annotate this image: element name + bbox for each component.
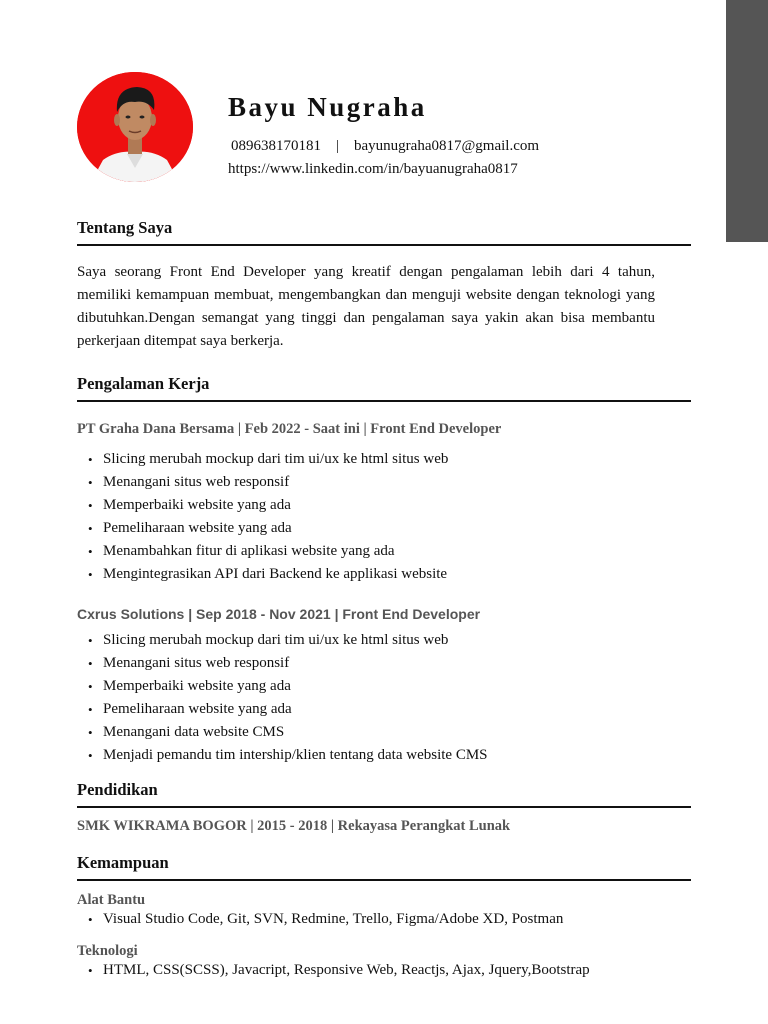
duty-text: Menangani data website CMS — [103, 724, 285, 740]
education-entry: SMK WIKRAMA BOGOR | 2015 - 2018 | Rekayasa Perangkat Lunak — [77, 818, 511, 834]
experience-section — [77, 374, 691, 402]
skill-list — [77, 959, 590, 982]
portrait-illustration — [77, 72, 193, 182]
list-item — [77, 908, 563, 931]
duty-text: Menangani situs web responsif — [103, 655, 290, 671]
linkedin-url: https://www.linkedin.com/in/bayuanugraha0817 — [228, 161, 518, 177]
list-item — [77, 959, 590, 982]
bullet-icon: • — [88, 633, 93, 648]
about-title: Tentang Saya — [77, 218, 691, 246]
list-item — [77, 448, 448, 471]
bullet-icon: • — [88, 656, 93, 671]
bullet-icon: • — [88, 748, 93, 763]
bullet-icon: • — [88, 702, 93, 717]
duty-text: Slicing merubah mockup dari tim ui/ux ke html situs web — [103, 451, 449, 467]
bullet-icon: • — [88, 498, 93, 513]
list-item — [77, 563, 448, 586]
email-address: bayunugraha0817@gmail.com — [354, 138, 540, 154]
contact-line — [231, 138, 539, 155]
duty-text: Pemeliharaan website yang ada — [103, 701, 292, 717]
duty-text: Memperbaiki website yang ada — [103, 497, 291, 513]
skills-section — [77, 853, 691, 881]
scrollbar-thumb[interactable] — [726, 0, 768, 242]
bullet-icon: • — [88, 521, 93, 536]
job-duties-list — [77, 448, 448, 586]
bullet-icon: • — [88, 567, 93, 582]
bullet-icon: • — [88, 475, 93, 490]
list-item — [77, 494, 448, 517]
duty-text: Mengintegrasikan API dari Backend ke applikasi website — [103, 566, 448, 582]
bullet-icon: • — [88, 963, 93, 978]
list-item — [77, 675, 488, 698]
list-item — [77, 721, 488, 744]
duty-text: Menambahkan fitur di aplikasi website yang ada — [103, 543, 395, 559]
list-item — [77, 517, 448, 540]
experience-title: Pengalaman Kerja — [77, 374, 691, 402]
skill-group-heading: Alat Bantu — [77, 892, 146, 908]
bullet-icon: • — [88, 452, 93, 467]
bullet-icon: • — [88, 912, 93, 927]
job-heading: Cxrus Solutions | Sep 2018 - Nov 2021 | Front End Developer — [77, 606, 481, 622]
profile-photo — [77, 72, 193, 182]
list-item — [77, 698, 488, 721]
bullet-icon: • — [88, 725, 93, 740]
skill-group-heading: Teknologi — [77, 943, 138, 959]
skill-text: HTML, CSS(SCSS), Javacript, Responsive Web, Reactjs, Ajax, Jquery,Bootstrap — [103, 962, 590, 978]
job-duties-list — [77, 629, 488, 767]
phone-number: 089638170181 — [231, 138, 321, 154]
bullet-icon: • — [88, 679, 93, 694]
duty-text: Slicing merubah mockup dari tim ui/ux ke html situs web — [103, 632, 449, 648]
skill-list — [77, 908, 563, 931]
job-heading: PT Graha Dana Bersama | Feb 2022 - Saat ini | Front End Developer — [77, 421, 502, 437]
about-section — [77, 218, 691, 246]
list-item — [77, 744, 488, 767]
skills-title: Kemampuan — [77, 853, 691, 881]
duty-text: Memperbaiki website yang ada — [103, 678, 291, 694]
duty-text: Menangani situs web responsif — [103, 474, 290, 490]
duty-text: Menjadi pemandu tim intership/klien tentang data website CMS — [103, 747, 488, 763]
list-item — [77, 629, 488, 652]
list-item — [77, 540, 448, 563]
bullet-icon: • — [88, 544, 93, 559]
about-text: Saya seorang Front End Developer yang kreatif dengan pengalaman lebih dari 4 tahun, memiliki kemampuan membuat, mengembangkan dan menguji website dengan teknologi yang dibutuhkan.Dengan semangat yang tinggi dan pengalaman saya yakin akan bisa membantu perkerjaan ditempat saya berkerja. — [77, 264, 655, 349]
contact-separator: | — [336, 138, 340, 154]
skill-text: Visual Studio Code, Git, SVN, Redmine, Trello, Figma/Adobe XD, Postman — [103, 911, 564, 927]
list-item — [77, 652, 488, 675]
education-title: Pendidikan — [77, 780, 691, 808]
profile-name: Bayu Nugraha — [228, 92, 427, 122]
education-section — [77, 780, 691, 808]
duty-text: Pemeliharaan website yang ada — [103, 520, 292, 536]
list-item — [77, 471, 448, 494]
